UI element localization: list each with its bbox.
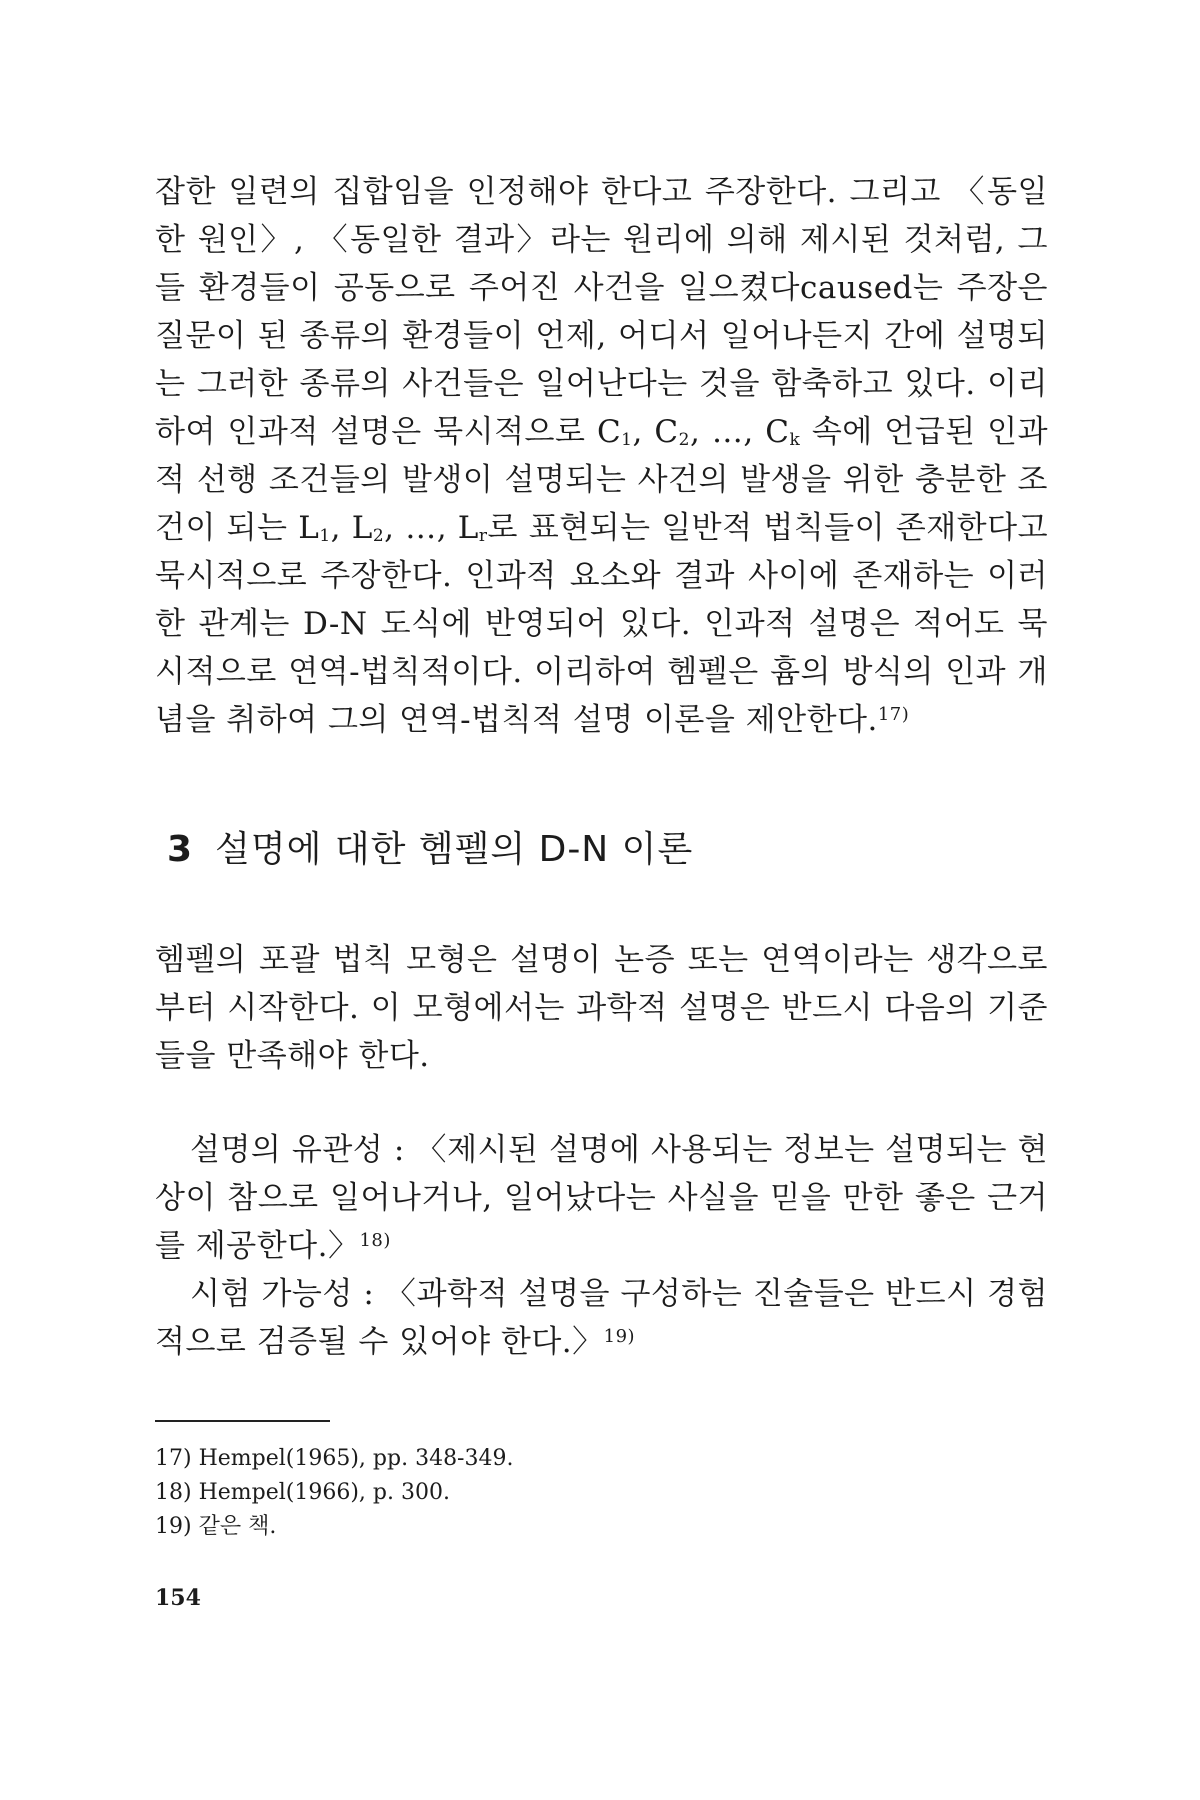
criterion-explanatory-relevance [155, 1126, 1048, 1270]
paragraph-text: 속에 언급된 인과적 선행 조건들의 발생이 설명되는 사건의 발생을 위한 충분한 조건이 되는 L [155, 414, 1049, 546]
section-number: 3 [167, 829, 194, 870]
section-title: 설명에 대한 헴펠의 D-N 이론 [215, 829, 694, 870]
separator: , C [632, 414, 679, 450]
paragraph-causal-explanation [155, 168, 1048, 744]
footnote-reference-18[interactable]: 18) [359, 1230, 391, 1251]
footnote-17: 17) Hempel(1965), pp. 348-349. [155, 1446, 514, 1471]
footnote-divider [155, 1420, 330, 1422]
footnotes [155, 1442, 1048, 1544]
paragraph-text: 로 표현되는 일반적 법칙들이 존재한다고 묵시적으로 주장한다. 인과적 요소와 결과 사이에 존재하는 이러한 관계는 D-N 도식에 반영되어 있다. 인과적 설명은 적어도 묵시적으로 연역-법칙적이다. 이리하여 헴펠은 흄의 방식의 인과 개념을 취하여 그의 연역-법칙적 설명 이론을 제안한다. [155, 510, 1049, 738]
subscript: r [478, 526, 488, 546]
criterion-testability [155, 1270, 1048, 1366]
separator: , …, C [689, 414, 790, 450]
subscript: 1 [621, 430, 633, 450]
paragraph-text: 잡한 일련의 집합임을 인정해야 한다고 주장한다. 그리고 〈동일한 원인〉, 〈동일한 결과〉라는 원리에 의해 제시된 것처럼, 그들 환경들이 공동으로 주어진 사건을 일으켰다caused는 주장은 질문이 된 종류의 환경들이 언제, 어디서 일어나든지 간에 설명되는 그러한 종류의 사건들은 일어난다는 것을 함축하고 있다. 이리하여 인과적 설명은 묵시적으로 C [155, 174, 1048, 450]
subscript: 1 [319, 526, 331, 546]
footnote-18: 18) Hempel(1966), p. 300. [155, 1480, 450, 1505]
page-number: 154 [155, 1585, 201, 1611]
subscript: 2 [372, 526, 385, 546]
separator: , L [330, 510, 373, 546]
footnote-reference-17[interactable]: 17) [877, 704, 910, 725]
criterion-text: 시험 가능성 : 〈과학적 설명을 구성하는 진술들은 반드시 경험적으로 검증될 수 있어야 한다.〉 [155, 1276, 1048, 1360]
footnote-19: 19) 같은 책. [155, 1514, 277, 1539]
page-body [155, 168, 1049, 1611]
paragraph-covering-law-model: 헴펠의 포괄 법칙 모형은 설명이 논증 또는 연역이라는 생각으로부터 시작한다. 이 모형에서는 과학적 설명은 반드시 다음의 기준들을 만족해야 한다. [155, 942, 1048, 1074]
footnote-reference-19[interactable]: 19) [603, 1326, 636, 1347]
separator: , …, L [384, 510, 479, 546]
criterion-text: 설명의 유관성 : 〈제시된 설명에 사용되는 정보는 설명되는 현상이 참으로 일어나거나, 일어났다는 사실을 믿을 만한 좋은 근거를 제공한다.〉 [155, 1132, 1048, 1264]
subscript: 2 [678, 430, 690, 450]
section-heading [167, 826, 1048, 874]
subscript: k [789, 430, 801, 450]
